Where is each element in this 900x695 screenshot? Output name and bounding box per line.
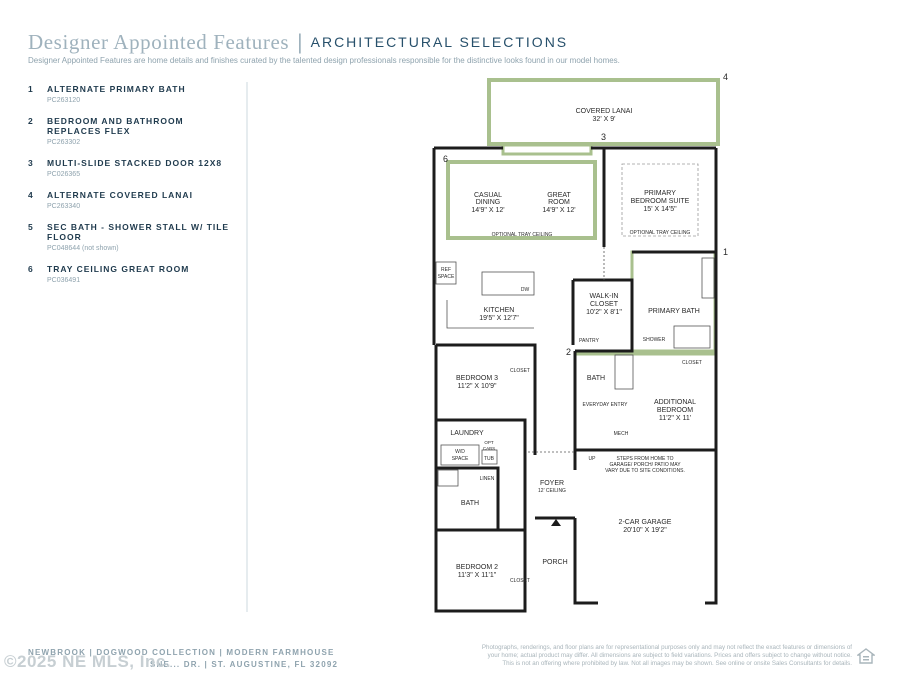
feature-code: PC048644 (not shown): [47, 245, 119, 252]
feature-number: 1: [28, 84, 33, 94]
everyday-entry: EVERYDAY ENTRY: [582, 402, 628, 408]
tray-ceiling-highlight: [448, 162, 595, 238]
steps-note2: GARAGE/ PORCH/ PATIO MAY: [609, 462, 681, 468]
feature-name: ALTERNATE COVERED LANAI: [47, 190, 193, 200]
feature-number: 6: [28, 264, 33, 274]
disclaimer-line: This is not an offering where prohibited by law. Not all images may be shown. See online or onsite Sales Consultants for details.: [502, 660, 852, 667]
flex-closet: CLOSET: [681, 360, 703, 366]
dining-dim: 14'9" X 12': [471, 207, 505, 214]
walkin-name2: CLOSET: [589, 301, 619, 308]
wd-label2: SPACE: [451, 456, 469, 462]
linen-label: LINEN: [479, 476, 495, 482]
opt-cabs1: OPT: [484, 440, 494, 445]
great-room-name1: GREAT: [547, 192, 571, 199]
suite-dim: 15' X 14'5": [643, 206, 677, 213]
slide-door-highlight: [503, 145, 591, 154]
ref-space-box: [436, 262, 456, 284]
header-description: Designer Appointed Features are home details and finishes curated by the talented design professionals responsible for the distinctive looks found in our model homes.: [28, 56, 620, 65]
feature-number: 4: [28, 190, 33, 200]
shower-label: SHOWER: [642, 337, 666, 343]
feature-code: PC263120: [47, 97, 81, 104]
feature-code: PC036491: [47, 277, 81, 284]
kitchen-dim: 19'5" X 12'7": [479, 315, 519, 322]
tub3-box: [615, 355, 633, 389]
pantry-label: PANTRY: [579, 338, 599, 344]
feature-name: TRAY CEILING GREAT ROOM: [47, 264, 190, 274]
marker-4: 4: [723, 72, 729, 82]
wd-label1: W/D: [455, 449, 465, 455]
bed2-closet: CLOSET: [509, 578, 531, 584]
up-label: UP: [588, 456, 596, 462]
disclaimer-line: your home; actual product may differ. All dimensions are subject to field variations. Prices and offers subject to change without notice.: [487, 652, 852, 659]
marker-3: 3: [601, 132, 607, 142]
suite-name2: BEDROOM SUITE: [630, 198, 690, 205]
mech-label: MECH: [613, 431, 629, 437]
ref-label1: REF: [441, 267, 451, 273]
tub2-box: [438, 470, 458, 486]
laundry-label: LAUNDRY: [450, 430, 484, 437]
great-room-dim: 14'9" X 12': [542, 207, 576, 214]
vanity-box: [702, 258, 714, 298]
feature-code: PC026365: [47, 171, 81, 178]
feature-code: PC263302: [47, 139, 81, 146]
disclaimer-line: Photographs, renderings, and floor plans are for representational purposes only and may not reflect the exact features or dimensions of: [481, 644, 852, 651]
marker-6: 6: [443, 154, 449, 164]
feature-number: 2: [28, 116, 33, 126]
marker-2: 2: [566, 347, 572, 357]
garage-left-wall: [575, 518, 598, 603]
walkin-name1: WALK-IN: [589, 293, 619, 300]
option-highlights: [448, 80, 718, 450]
equal-housing-icon: [857, 648, 875, 664]
footer-community: NEWBROOK | DOGWOOD COLLECTION | MODERN FARMHOUSE: [28, 648, 335, 657]
walkin-dim: 10'2" X 8'1": [586, 309, 622, 316]
suite-tray-note: OPTIONAL TRAY CEILING: [629, 230, 691, 236]
header-subtitle: ARCHITECTURAL SELECTIONS: [310, 34, 569, 50]
garage-name: 2-CAR GARAGE: [618, 519, 672, 526]
porch-label: PORCH: [542, 559, 568, 566]
tub-label: TUB: [484, 456, 494, 462]
feature-name: MULTI-SLIDE STACKED DOOR 12X8: [47, 158, 223, 168]
footer-address: SNE... DR. | ST. AUGUSTINE, FL 32092: [150, 660, 339, 669]
lanai-name: COVERED LANAI: [575, 108, 633, 115]
watermark: ©2025 NE MLS, Inc.: [4, 652, 172, 671]
feature-number: 5: [28, 222, 33, 232]
counter: [447, 300, 534, 328]
tray-note: OPTIONAL TRAY CEILING: [491, 232, 553, 238]
kitchen-name: KITCHEN: [483, 307, 515, 314]
feature-name: BEDROOM AND BATHROOM REPLACES FLEX: [47, 116, 184, 136]
bed3-name: BEDROOM 3: [455, 375, 499, 382]
shower-box: [674, 326, 710, 348]
bath2-label: BATH: [460, 500, 480, 507]
feature-name: ALTERNATE PRIMARY BATH: [47, 84, 186, 94]
suite-name1: PRIMARY: [644, 190, 676, 197]
marker-1: 1: [723, 247, 729, 257]
feature-name: SEC BATH - SHOWER STALL W/ TILE FLOOR: [47, 222, 230, 242]
lanai-dim: 32' X 9': [592, 116, 616, 123]
right-wall: [705, 148, 716, 603]
opt-cabs2: CABS: [482, 446, 496, 451]
dw-label: DW: [520, 287, 530, 293]
entry-arrow-icon: [551, 519, 561, 526]
steps-note1: STEPS FROM HOME TO: [616, 456, 674, 462]
bed2-name: BEDROOM 2: [455, 564, 499, 571]
disclaimer: [452, 644, 852, 668]
bed3-closet: CLOSET: [509, 368, 531, 374]
dining-name2: DINING: [475, 199, 501, 206]
feature-code: PC263340: [47, 203, 81, 210]
bed2-dim: 11'3" X 11'1": [457, 572, 497, 579]
steps-note3: VARY DUE TO SITE CONDITIONS.: [605, 468, 685, 474]
bed3-dim: 11'2" X 10'9": [457, 383, 497, 390]
bed3-wall: [436, 345, 535, 455]
header-title: Designer Appointed Features: [28, 30, 290, 54]
ref-label2: SPACE: [437, 274, 455, 280]
header-separator: |: [297, 31, 303, 54]
primary-bath-label: PRIMARY BATH: [648, 308, 700, 315]
foyer-name: FOYER: [539, 480, 565, 487]
wd-space-box: [441, 445, 479, 465]
add-bed-name1: ADDITIONAL: [653, 399, 697, 406]
foyer-dim: 12' CEILING: [538, 488, 566, 494]
dining-name1: CASUAL: [473, 192, 503, 199]
add-bed-dim: 11'2" X 11': [658, 415, 692, 422]
garage-dim: 20'10" X 19'2": [623, 527, 667, 534]
add-bed-name2: BEDROOM: [656, 407, 694, 414]
bath3-label: BATH: [586, 375, 606, 382]
feature-number: 3: [28, 158, 33, 168]
great-room-name2: ROOM: [548, 199, 570, 206]
